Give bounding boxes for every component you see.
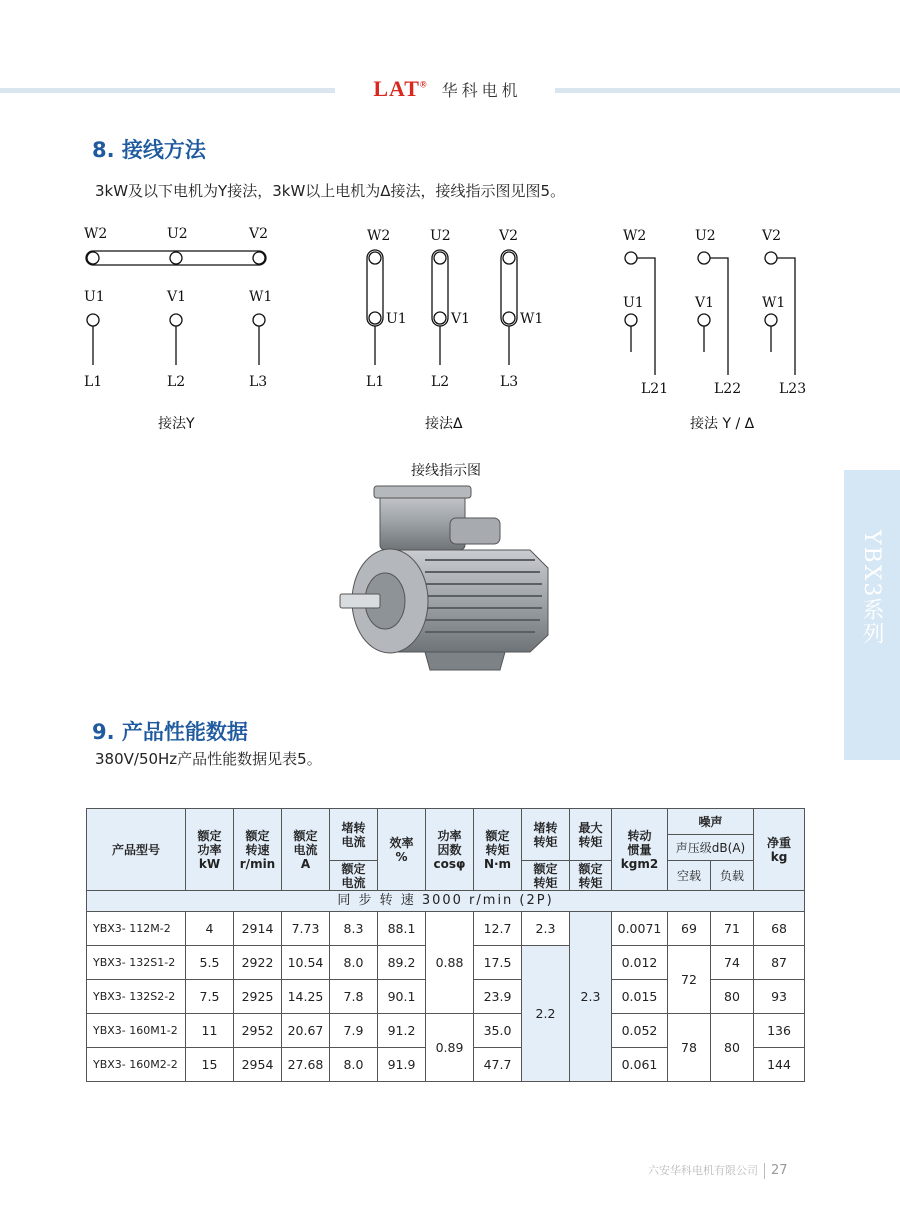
delta-label-l2: L2 (431, 374, 450, 390)
cell-noise-noload: 69 (668, 912, 711, 946)
cell-inertia: 0.052 (612, 1014, 668, 1048)
y-label-l2: L2 (167, 374, 186, 390)
delta-terminal-v1 (434, 312, 446, 324)
cell-locked-ratio: 8.0 (330, 946, 378, 980)
cell-weight: 87 (754, 946, 805, 980)
th-max-torque: 最大 转矩 (570, 809, 612, 861)
cell-amps: 20.67 (282, 1014, 330, 1048)
section-8-title: 8. 接线方法 (92, 138, 206, 162)
cell-rpm: 2952 (234, 1014, 282, 1048)
y-terminal-w2 (87, 252, 99, 264)
side-tab (844, 470, 900, 760)
cell-inertia: 0.061 (612, 1048, 668, 1082)
cell-noise-noload: 72 (668, 946, 711, 1014)
cell-locked-ratio: 8.3 (330, 912, 378, 946)
cell-locked-torque: 2.3 (522, 912, 570, 946)
cell-torque: 35.0 (474, 1014, 522, 1048)
th-model: 产品型号 (87, 809, 186, 891)
th-locked-current: 堵转 电流 (330, 809, 378, 861)
cell-inertia: 0.015 (612, 980, 668, 1014)
cell-torque: 47.7 (474, 1048, 522, 1082)
cell-torque: 12.7 (474, 912, 522, 946)
th-load: 负载 (711, 861, 754, 891)
th-weight: 净重 kg (754, 809, 805, 891)
cell-locked-ratio: 8.0 (330, 1048, 378, 1082)
cell-model: YBX3- 132S1-2 (87, 946, 186, 980)
cell-weight: 136 (754, 1014, 805, 1048)
yd-terminal-u2 (698, 252, 710, 264)
cell-inertia: 0.0071 (612, 912, 668, 946)
footer-company: 六安华科电机有限公司 (648, 1164, 758, 1177)
y-label-u2: U2 (167, 226, 188, 242)
table-header-row-1 (87, 809, 805, 835)
delta-terminal-u1 (369, 312, 381, 324)
th-torque: 额定 转矩 N·m (474, 809, 522, 891)
section-9-desc: 380V/50Hz产品性能数据见表5。 (95, 750, 322, 768)
yd-label-l22: L22 (714, 381, 742, 397)
yd-lead-l22 (710, 258, 728, 375)
y-label-v2: V2 (249, 226, 269, 242)
cell-power: 5.5 (186, 946, 234, 980)
th-locked-torque: 堵转 转矩 (522, 809, 570, 861)
cell-locked-ratio: 7.8 (330, 980, 378, 1014)
yd-label-u2: U2 (695, 228, 716, 244)
th-efficiency: 效率 % (378, 809, 426, 891)
delta-label-w1: W1 (520, 311, 544, 327)
delta-terminal-w2 (369, 252, 381, 264)
yd-label-l23: L23 (779, 381, 807, 397)
delta-label-u2: U2 (430, 228, 451, 244)
section-9-title: 9. 产品性能数据 (92, 720, 248, 744)
figure-caption: 接线指示图 (411, 463, 481, 479)
delta-label-w2: W2 (367, 228, 391, 244)
cell-efficiency: 89.2 (378, 946, 426, 980)
yd-lead-l21 (637, 258, 655, 375)
y-terminal-w1 (253, 314, 265, 326)
cell-weight: 93 (754, 980, 805, 1014)
y-terminal-v2 (253, 252, 265, 264)
cell-efficiency: 90.1 (378, 980, 426, 1014)
performance-table (86, 808, 805, 1082)
yd-terminal-v1 (698, 314, 710, 326)
cell-rpm: 2922 (234, 946, 282, 980)
motor-illustration (330, 480, 565, 680)
cell-power: 4 (186, 912, 234, 946)
cell-model: YBX3- 112M-2 (87, 912, 186, 946)
th-noise-level: 声压级dB(A) (668, 835, 754, 861)
yd-label-w1: W1 (762, 295, 786, 311)
y-label-l1: L1 (84, 374, 103, 390)
yd-terminal-w1 (765, 314, 777, 326)
delta-terminal-u2 (434, 252, 446, 264)
cell-noise-noload: 78 (668, 1014, 711, 1082)
cell-amps: 10.54 (282, 946, 330, 980)
yd-label-u1: U1 (623, 295, 644, 311)
delta-label-v2: V2 (499, 228, 519, 244)
table-row (87, 912, 805, 946)
yd-label-v1: V1 (695, 295, 715, 311)
cell-weight: 144 (754, 1048, 805, 1082)
cell-model: YBX3- 160M1-2 (87, 1014, 186, 1048)
cell-model: YBX3- 132S2-2 (87, 980, 186, 1014)
delta-terminal-v2 (503, 252, 515, 264)
th-noload: 空载 (668, 861, 711, 891)
th-locked-current-ratio: 额定 电流 (330, 861, 378, 891)
th-speed: 额定 转速 r/min (234, 809, 282, 891)
delta-terminal-w1 (503, 312, 515, 324)
delta-label-l3: L3 (500, 374, 519, 390)
yd-terminal-u1 (625, 314, 637, 326)
side-tab-label: YBX3系列 (859, 530, 884, 647)
yd-lead-l23 (777, 258, 795, 375)
cell-amps: 27.68 (282, 1048, 330, 1082)
yd-label-v2: V2 (762, 228, 782, 244)
table-row (87, 1014, 805, 1048)
cell-rpm: 2954 (234, 1048, 282, 1082)
cell-amps: 14.25 (282, 980, 330, 1014)
y-terminal-v1 (170, 314, 182, 326)
cell-rpm: 2914 (234, 912, 282, 946)
cell-power: 7.5 (186, 980, 234, 1014)
yd-terminal-w2 (625, 252, 637, 264)
y-terminal-u2 (170, 252, 182, 264)
delta-label-l1: L1 (366, 374, 385, 390)
cell-noise-load: 80 (711, 980, 754, 1014)
th-locked-torque-ratio: 额定 转矩 (522, 861, 570, 891)
cell-inertia: 0.012 (612, 946, 668, 980)
cell-rpm: 2925 (234, 980, 282, 1014)
yd-label-w2: W2 (623, 228, 647, 244)
y-label-w2: W2 (84, 226, 108, 242)
th-power-factor: 功率 因数 cosφ (426, 809, 474, 891)
y-caption: 接法Y (158, 416, 195, 432)
speed-row (87, 891, 805, 912)
brand-logo: LAT® (373, 76, 428, 101)
th-max-torque-ratio: 额定 转矩 (570, 861, 612, 891)
wiring-svg (0, 0, 900, 470)
section-8-desc: 3kW及以下电机为Y接法，3kW以上电机为Δ接法，接线指示图见图5。 (95, 182, 566, 200)
cell-noise-load: 80 (711, 1014, 754, 1082)
th-inertia: 转动 惯量 kgm2 (612, 809, 668, 891)
delta-label-u1: U1 (386, 311, 407, 327)
cell-pf: 0.88 (426, 912, 474, 1014)
cell-model: YBX3- 160M2-2 (87, 1048, 186, 1082)
speed-row-text: 同 步 转 速 3000 r/min (2P) (87, 891, 805, 912)
cell-power: 11 (186, 1014, 234, 1048)
footer-separator (764, 1163, 765, 1179)
delta-caption: 接法Δ (425, 416, 463, 432)
cell-noise-load: 74 (711, 946, 754, 980)
cell-efficiency: 91.2 (378, 1014, 426, 1048)
cell-efficiency: 88.1 (378, 912, 426, 946)
yd-label-l21: L21 (641, 381, 669, 397)
cell-power: 15 (186, 1048, 234, 1082)
th-current: 额定 电流 A (282, 809, 330, 891)
yd-terminal-v2 (765, 252, 777, 264)
cell-locked-ratio: 7.9 (330, 1014, 378, 1048)
cell-torque: 23.9 (474, 980, 522, 1014)
y-label-l3: L3 (249, 374, 268, 390)
cell-noise-load: 71 (711, 912, 754, 946)
th-noise: 噪声 (668, 809, 754, 835)
brand-company-name: 华科电机 (441, 80, 522, 100)
cell-torque: 17.5 (474, 946, 522, 980)
footer (648, 1162, 788, 1179)
cell-amps: 7.73 (282, 912, 330, 946)
page-number: 27 (771, 1163, 788, 1178)
yd-caption: 接法 Y / Δ (690, 416, 755, 432)
y-label-w1: W1 (249, 289, 273, 305)
th-power: 额定 功率 kW (186, 809, 234, 891)
cell-pf: 0.89 (426, 1014, 474, 1082)
cell-efficiency: 91.9 (378, 1048, 426, 1082)
cell-weight: 68 (754, 912, 805, 946)
cell-locked-torque: 2.2 (522, 946, 570, 1082)
delta-label-v1: V1 (451, 311, 471, 327)
y-label-u1: U1 (84, 289, 105, 305)
y-terminal-u1 (87, 314, 99, 326)
y-label-v1: V1 (167, 289, 187, 305)
cell-max-torque: 2.3 (570, 912, 612, 1082)
